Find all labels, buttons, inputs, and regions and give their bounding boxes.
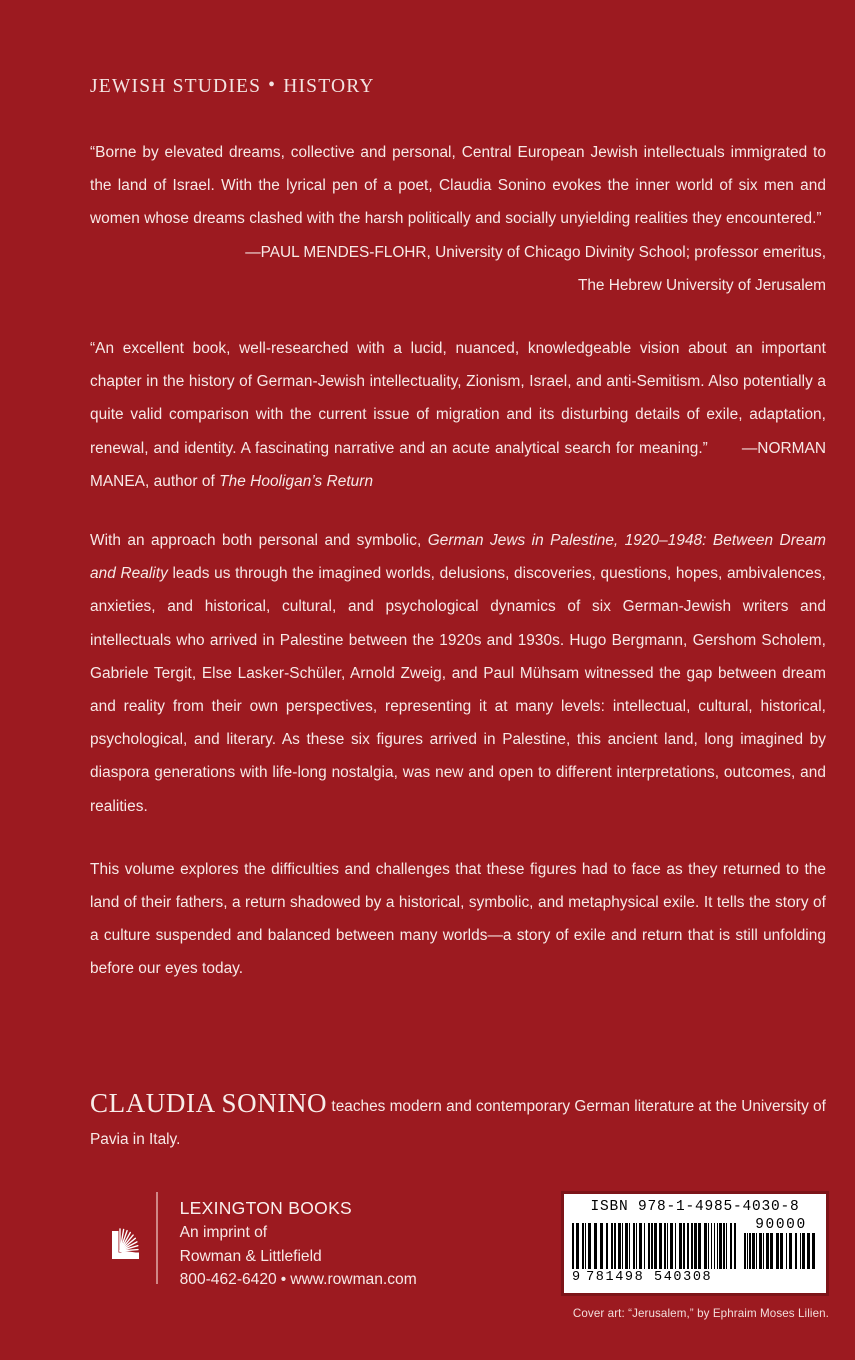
barcode-addon-value: 90000 [755, 1217, 807, 1233]
category-separator-dot: • [268, 75, 277, 96]
publisher-parent-company: Rowman & Littlefield [179, 1247, 322, 1265]
category-header [90, 76, 375, 98]
blurb-quote-1: “Borne by elevated dreams, collective and personal, Central European Jewish intellectuals immigrated to the land of Israel. With the lyrical pen of a poet, Claudia Sonino evokes the inner world of six men and women whose dreams clashed with the harsh politically and socially unyielding realities they encountered.” [90, 144, 826, 228]
spacer [90, 498, 826, 524]
barcode-main-group [572, 1223, 740, 1269]
publisher-logo-wrap [90, 1192, 148, 1278]
publisher-text [180, 1192, 417, 1292]
spacer [90, 823, 826, 853]
lexington-books-logo [95, 1225, 143, 1275]
blurb-attribution-2-prefix: —NORMAN MANEA, author of [90, 439, 826, 490]
publisher-website[interactable]: www.rowman.com [290, 1271, 417, 1288]
blurb-attribution-1-line1: —PAUL MENDES-FLOHR, University of Chicago Divinity School; professor emeritus, [245, 243, 826, 261]
cover-art-credit: Cover art: “Jerusalem,” by Ephraim Moses Lilien. [572, 1307, 829, 1320]
publisher-phone: 800-462-6420 [179, 1271, 277, 1288]
book-title-italic: German Jews in Palestine, 1920–1948: Between Dream and Reality [90, 532, 826, 583]
description-paragraph-1 [90, 524, 826, 823]
blurb-attribution-2-title: The Hooligan’s Return [219, 472, 374, 490]
author-bio [90, 1086, 828, 1156]
barcode-gap [815, 1233, 818, 1269]
barcode-gap [736, 1223, 738, 1269]
back-cover-text-column [90, 136, 826, 986]
barcode-ean-digits: 781498 540308 [586, 1270, 713, 1285]
barcode-addon-group [744, 1217, 818, 1269]
blurb-quote-2-text: “An excellent book, well-researched with a lucid, nuanced, knowledgeable vision about an important chapter in the history of German-Jewish intellectuality, Zionism, Israel, and anti-Semitism. Also potentially a quite valid comparison with the current issue of migration and its disturbing details of exile, adaptation, renewal, and identity. A fascinating narrative and an acute analytical search for meaning.” [90, 340, 826, 457]
isbn-barcode [561, 1191, 829, 1296]
lexington-books-logo-icon [95, 1225, 143, 1275]
author-bio-text: teaches modern and contemporary German literature at the University of Pavia in Italy. [90, 1098, 826, 1148]
publisher-imprint-line: An imprint of [179, 1224, 268, 1241]
spacer [90, 302, 826, 332]
publisher-name: LEXINGTON BOOKS [179, 1198, 353, 1218]
blurb-attribution-1-line2: The Hebrew University of Jerusalem [577, 276, 826, 294]
publisher-block [90, 1192, 417, 1292]
category-subject-secondary: HISTORY [283, 76, 375, 97]
category-subject-primary: JEWISH STUDIES [90, 76, 262, 97]
barcode-addon-bars [744, 1233, 818, 1269]
publisher-contact-separator: • [280, 1271, 287, 1288]
author-name: CLAUDIA SONINO [90, 1088, 328, 1118]
publisher-divider [156, 1192, 158, 1284]
barcode-digits-row [572, 1270, 818, 1285]
barcode-main-bars [572, 1223, 740, 1269]
publisher-contact [180, 1268, 417, 1292]
isbn-label: ISBN 978-1-4985-4030-8 [590, 1199, 800, 1215]
barcode-bars-row [572, 1217, 818, 1269]
description-paragraph-2: This volume explores the difficulties and challenges that these figures had to face as they returned to the land of their fathers, a return shadowed by a historical, symbolic, and metaphysical exile. It tells the story of a culture suspended and balanced between many worlds—a story of exile and return that is still unfolding before our eyes today. [90, 860, 826, 978]
description-p1-body: leads us through the imagined worlds, delusions, discoveries, questions, hopes, ambivalences, anxieties, and historical, cultural, and psychological dynamics of six German-Jewish writers and intellectuals who arrived in Palestine between the 1920s and 1930s. Hugo Bergmann, Gershom Scholem, Gabriele Tergit, Else Lasker-Schüler, Arnold Zweig, and Paul Mühsam witnessed the gap between dream and reality from their own perspectives, representing it at many levels: intellectual, cultural, historical, psychological, and literary. As these six figures arrived in Palestine, this ancient land, long imagined by diaspora generations with life-long nostalgia, was new and open to different interpretations, outcomes, and realities. [90, 565, 826, 815]
description-p1-intro: With an approach both personal and symbolic, [90, 532, 428, 550]
blurb-quote-2 [90, 332, 826, 498]
barcode-ean-lead-digit: 9 [572, 1270, 581, 1285]
